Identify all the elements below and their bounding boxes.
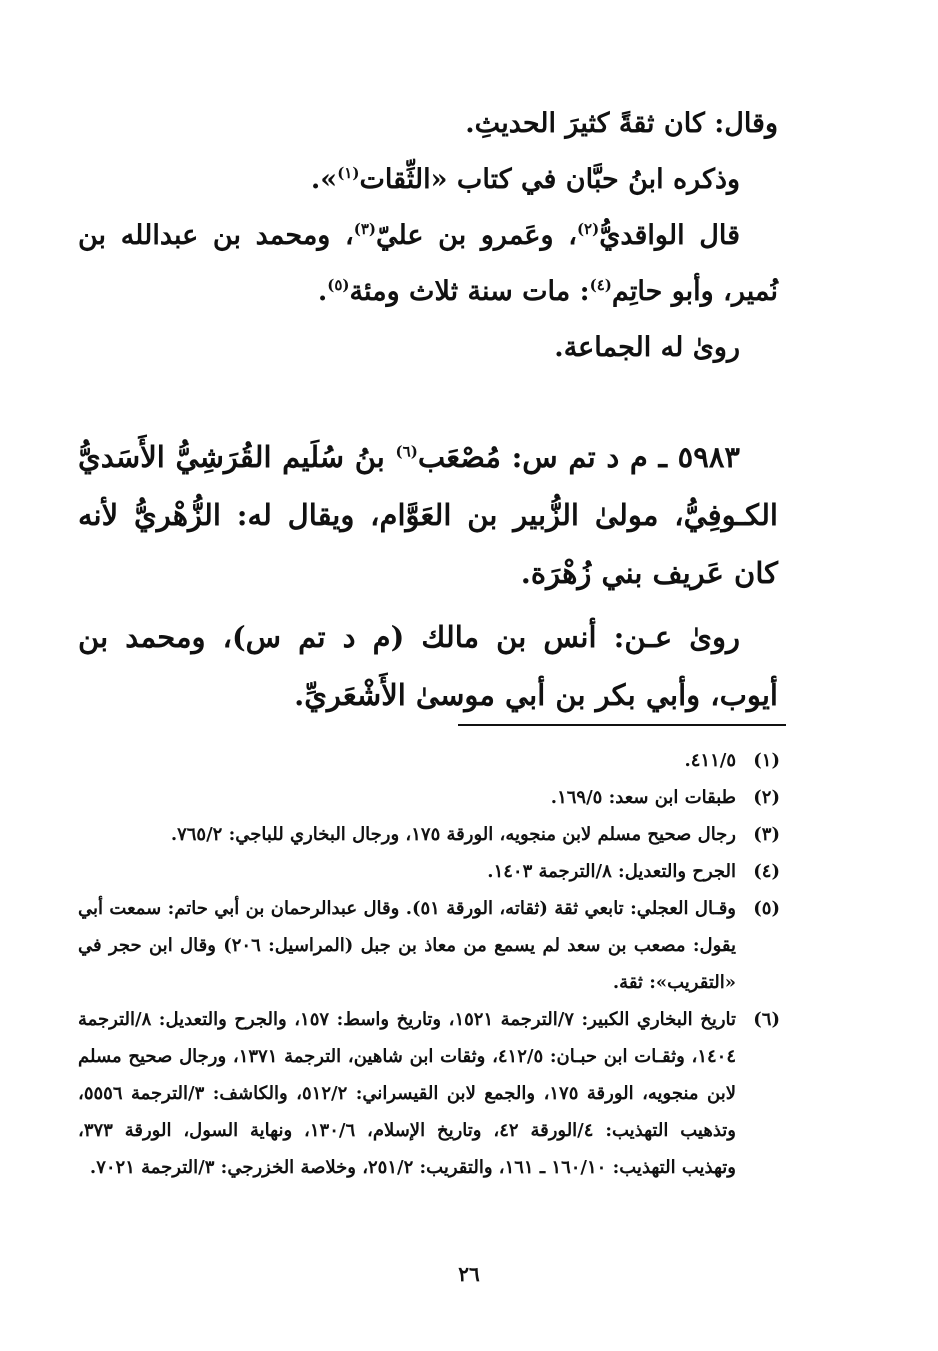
paragraph-1 <box>78 96 778 152</box>
paragraph-2 <box>78 152 778 208</box>
paragraph-2-tail: ». <box>310 164 338 195</box>
main-text <box>78 96 778 724</box>
footnote <box>78 853 780 890</box>
footnote-text: الجرح والتعديل: ٨/الترجمة ١٤٠٣. <box>487 861 736 882</box>
paragraph-4-text: روىٰ له الجماعة. <box>554 332 740 363</box>
paragraph-4 <box>78 320 778 376</box>
page-number: ٢٦ <box>458 1262 480 1286</box>
footnote-number: (١) <box>753 750 780 771</box>
footnote-text: وقـال العجلي: تابعي ثقة (ثقاته، الورقة ٥١). وقال عبدالرحمان بن أبي حاتم: سمعت أبي يقول: مصعب بن سعد لم يسمع من معاذ بن جبل (المراسيل: ٢٠٦) وقال ابن حجر في «التقريب»: ثقة. <box>78 898 736 993</box>
paragraph-1-text: وقال: كان ثقةً كثيرَ الحديثِ. <box>465 108 778 139</box>
paragraph-3-part-b: ، وعَمرو بن عليّ <box>375 220 577 251</box>
footnote-number: (٥) <box>753 898 780 919</box>
footnote-ref-2[interactable]: (٢) <box>576 220 600 238</box>
narrated-from <box>78 608 778 724</box>
footnote-text: رجال صحيح مسلم لابن منجويه، الورقة ١٧٥، ورجال البخاري للباجي: ٧٦٥/٢. <box>170 824 736 845</box>
footnote-separator <box>458 724 786 726</box>
paragraph-3-part-a: قال الواقديُّ <box>599 220 740 251</box>
footnote-text: طبقات ابن سعد: ١٦٩/٥. <box>550 787 736 808</box>
footnote-ref-3[interactable]: (٣) <box>353 220 376 238</box>
paragraph-3-part-d: : مات سنة ثلاث ومئة <box>349 276 590 307</box>
footnote-text: ٤١١/٥. <box>684 750 736 771</box>
footnote <box>78 779 780 816</box>
footnote-ref-5[interactable]: (٥) <box>327 276 350 294</box>
footnote-number: (٢) <box>753 787 780 808</box>
footnote <box>78 816 780 853</box>
footnote <box>78 742 780 779</box>
footnote-ref-4[interactable]: (٤) <box>589 276 612 294</box>
entry-text: بنُ سُلَيم القُرَشِيُّ الأَسَديُّ الكـوفِيُّ، مولىٰ الزُّبير بن العَوَّام، ويقال له: الزُّهْريُّ لأنه كان عَريف بني زُهْرَة. <box>78 440 778 590</box>
biography-entry <box>78 428 778 602</box>
footnote-ref-1[interactable]: (١) <box>337 164 360 182</box>
footnotes <box>78 742 780 1186</box>
footnote-text: تاريخ البخاري الكبير: ٧/الترجمة ١٥٢١، وتاريخ واسط: ١٥٧، والجرح والتعديل: ٨/الترجمة ١٤٠٤، وثقـات ابن حبـان: ٤١٢/٥، وثقات ابن شاهين، الترجمة ١٣٧١، ورجال صحيح مسلم لابن منجويه، الورقة ١٧٥، والجمع لابن القيسراني: ٥١٢/٢، والكاشف: ٣/الترجمة ٥٥٥٦، وتذهيب التهذيب: ٤/الورقة ٤٢، وتاريخ الإسلام، ١٣٠/٦، ونهاية السول، الورقة ٣٧٣، وتهذيب التهذيب: ١٦٠/١٠ ـ ١٦١، والتقريب: ٢٥١/٢، وخلاصة الخزرجي: ٣/الترجمة ٧٠٢١. <box>78 1009 737 1178</box>
narrated-from-text: روىٰ عـن: أنس بن مالك (م د تم س)، ومحمد بن أيوب، وأبي بكر بن أبي موسىٰ الأَشْعَريِّ. <box>78 620 778 712</box>
paragraph-2-text: وذكره ابنُ حبَّان في كتاب «الثِّقات <box>359 164 740 195</box>
footnote-number: (٣) <box>753 824 780 845</box>
paragraph-3 <box>78 208 778 320</box>
paragraph-3-part-c: ، ومحمد بن عبدالله بن نُمير، وأبو حاتِم <box>78 220 778 307</box>
footnote-number: (٤) <box>753 861 780 882</box>
paragraph-3-part-e: . <box>317 276 328 307</box>
entry-heading: ٥٩٨٣ ـ م د تم س: مُصْعَب <box>417 440 740 474</box>
footnote-number: (٦) <box>753 1009 780 1030</box>
footnote-ref-6[interactable]: (٦) <box>395 442 418 461</box>
footnote <box>78 890 780 1001</box>
footnote <box>78 1001 780 1186</box>
